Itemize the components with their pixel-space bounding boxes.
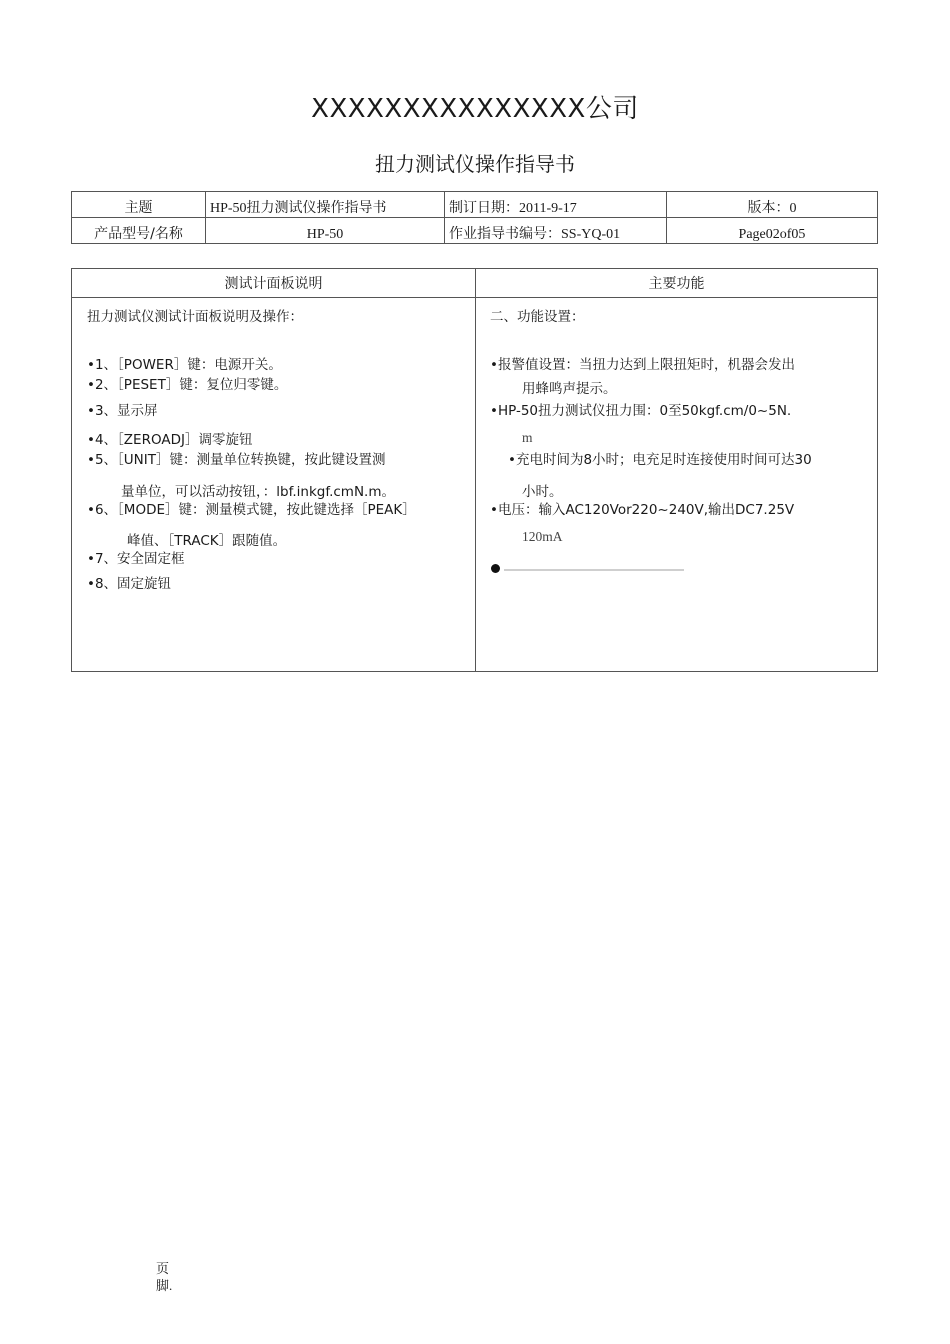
model-label: 产品型号/名称: [72, 218, 206, 244]
list-item: •7、安全固定框: [87, 551, 185, 567]
list-item: •2、［PESET］键：复位归零键。: [87, 377, 288, 393]
topic-label: 主题: [72, 192, 206, 218]
document-title: 扭力测试仪操作指导书: [375, 152, 575, 176]
list-item: •6、［MODE］键：测量模式键，按此键选择［PEAK］: [87, 502, 416, 518]
footer-line-2: 脚.: [156, 1278, 173, 1293]
header-divider: [72, 297, 877, 298]
model-value: HP-50: [206, 218, 445, 244]
page-number: Page02of05: [667, 218, 878, 244]
right-column-heading: 主要功能: [648, 276, 705, 292]
list-item: •5、［UNIT］键：测量单位转换键，按此键设置测: [87, 452, 386, 468]
column-divider: [475, 269, 476, 671]
list-item: •8、固定旋钮: [87, 576, 172, 592]
topic-value: HP-50扭力测试仪操作指导书: [206, 192, 445, 218]
left-column-heading: 测试计面板说明: [224, 276, 323, 292]
left-intro: 扭力测试仪测试计面板说明及操作：: [87, 309, 303, 325]
list-item: m: [522, 430, 533, 445]
content-panel: [71, 268, 878, 672]
list-item: •充电时间为8小时；电充足时连接使用时间可达30: [508, 452, 812, 468]
right-intro: 二、功能设置：: [490, 309, 585, 325]
company-name: XXXXXXXXXXXXXXX公司: [311, 94, 639, 124]
list-item: •4、［ZEROADJ］调零旋钮: [87, 432, 253, 448]
list-item: •报警值设置：当扭力达到上限扭矩时，机器会发出: [490, 357, 795, 373]
footer-line-1: 页: [156, 1261, 170, 1276]
list-item: 量单位，可以活动按钮，：lbf.inkgf.cmN.m。: [121, 484, 396, 500]
list-item: •1、［POWER］键：电源开关。: [87, 357, 282, 373]
list-item: •3、显示屏: [87, 403, 158, 419]
document-number: 作业指导书编号：SS-YQ-01: [445, 218, 667, 244]
version: 版本：0: [667, 192, 878, 218]
list-item: 小时。: [522, 484, 563, 500]
table-row: [72, 218, 878, 244]
bullet-icon: [491, 564, 500, 573]
list-item: 峰值、［TRACK］跟随值。: [127, 533, 287, 549]
faded-text-line: [504, 569, 684, 571]
table-row: [72, 192, 878, 218]
header-info-table: [71, 191, 878, 244]
list-item: 用蜂鸣声提示。: [522, 381, 617, 397]
list-item: •电压：输入AC120Vor220~240V,输出DC7.25V: [490, 502, 795, 518]
list-item: 120mA: [522, 529, 563, 544]
issue-date: 制订日期：2011-9-17: [445, 192, 667, 218]
list-item: •HP-50扭力测试仪扭力围：0至50kgf.cm/0~5N.: [490, 403, 792, 419]
